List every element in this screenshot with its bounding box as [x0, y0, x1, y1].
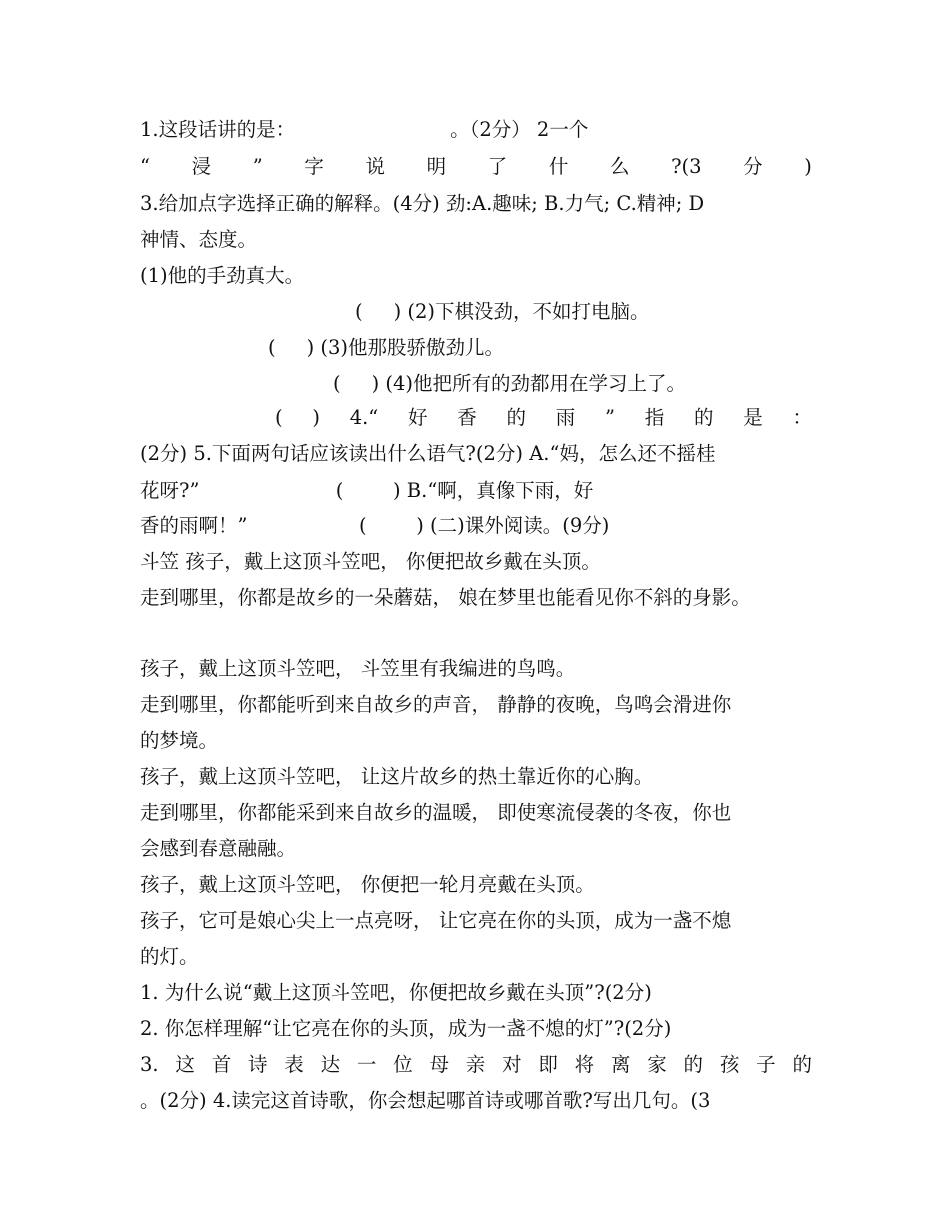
- poem-line: 会感到春意融融。: [140, 837, 297, 860]
- question-5-option-a: 花呀?” ( ) B.“啊，真像下雨，好: [140, 479, 594, 502]
- text-token: 离: [610, 1053, 631, 1076]
- text-token: 指: [644, 406, 665, 429]
- text-token: 香: [457, 406, 477, 429]
- poem-line: 孩子，戴上这顶斗笠吧， 你便把一轮月亮戴在头顶。: [140, 873, 595, 896]
- poem-line: 走到哪里，你都能采到来自故乡的温暖， 即使寒流侵袭的冬夜，你也: [140, 801, 732, 824]
- text-token: 即: [538, 1053, 558, 1076]
- item-2-sentence: ( ) (2)下棋没劲，不如打电脑。: [355, 300, 650, 323]
- question-1-line: 1.这段话讲的是： 。（2分） 2一个: [140, 118, 589, 141]
- reading-question-4: 。(2分) 4.读完这首诗歌，你会想起哪首诗或哪首歌?写出几句。(3: [140, 1089, 711, 1112]
- text-token: 明: [426, 155, 447, 178]
- poem-title-line: 斗笠 孩子，戴上这顶斗笠吧， 你便把故乡戴在头顶。: [140, 550, 601, 573]
- text-token: “: [140, 155, 150, 178]
- text-token: 3.: [140, 1053, 159, 1076]
- text-token: 诗: [247, 1053, 268, 1076]
- poem-line: 走到哪里，你都能听到来自故乡的声音， 静静的夜晚，鸟鸣会滑进你: [140, 693, 732, 716]
- text-token: 好: [408, 406, 428, 429]
- text-token: 对: [502, 1053, 522, 1076]
- question-4-line: [275, 406, 812, 430]
- poem-line: 孩子，它可是娘心尖上一点亮呀， 让它亮在你的头顶，成为一盏不熄: [140, 909, 732, 932]
- poem-line: 的梦境。: [140, 729, 219, 752]
- text-token: 什: [548, 155, 569, 178]
- question-3-line: 3.给加点字选择正确的解释。(4分) 劲:A.趣味; B.力气; C.精神; D: [140, 192, 705, 215]
- question-2-line: [140, 155, 812, 179]
- item-4-sentence: ( ) (4)他把所有的劲都用在学习上了。: [333, 372, 687, 395]
- text-token: ”: [252, 155, 263, 178]
- text-token: ：: [792, 406, 812, 429]
- poem-line: 的灯。: [140, 945, 199, 968]
- text-token: 达: [320, 1053, 341, 1076]
- question-3-options-cont: 神情、态度。: [140, 228, 258, 251]
- text-token: 的: [506, 406, 527, 429]
- text-token: 的: [683, 1053, 704, 1076]
- text-token: 4.“: [349, 406, 379, 429]
- poem-line: 孩子，戴上这顶斗笠吧， 斗笠里有我编进的鸟鸣。: [140, 657, 576, 680]
- text-token: 这: [175, 1053, 195, 1076]
- text-token: ?(3: [671, 155, 702, 178]
- question-5-option-b: 香的雨啊！” ( ) (二)课外阅读。(9分): [140, 514, 610, 537]
- text-token: 浸: [191, 155, 212, 178]
- text-token: 亲: [465, 1053, 486, 1076]
- reading-question-3: [140, 1053, 812, 1077]
- text-token: ”: [605, 406, 615, 429]
- text-token: 将: [574, 1053, 595, 1076]
- text-token: 雨: [555, 406, 576, 429]
- poem-line: 走到哪里，你都是故乡的一朵蘑菇， 娘在梦里也能看见你不斜的身影。: [140, 586, 751, 609]
- reading-question-1: 1. 为什么说“戴上这顶斗笠吧，你便把故乡戴在头顶”?(2分): [140, 981, 652, 1004]
- reading-question-2: 2. 你怎样理解“让它亮在你的头顶，成为一盏不熄的灯”?(2分): [140, 1017, 672, 1040]
- text-token: 么: [609, 155, 630, 178]
- text-token: ): [804, 155, 812, 178]
- poem-line: 孩子，戴上这顶斗笠吧， 让这片故乡的热土靠近你的心胸。: [140, 765, 654, 788]
- text-token: 一: [356, 1053, 377, 1076]
- text-token: 位: [393, 1053, 413, 1076]
- item-1-sentence: (1)他的手劲真大。: [140, 264, 305, 287]
- text-token: 说: [365, 155, 385, 178]
- text-token: 的: [792, 1053, 812, 1076]
- text-token: 了: [487, 155, 508, 178]
- text-token: 孩: [719, 1053, 740, 1076]
- item-3-sentence: ( ) (3)他那股骄傲劲儿。: [268, 336, 505, 359]
- text-token: (: [275, 406, 283, 429]
- text-token: 家: [647, 1053, 667, 1076]
- text-token: 母: [429, 1053, 449, 1076]
- text-token: ): [312, 406, 320, 429]
- text-token: 子: [756, 1053, 776, 1076]
- text-token: 字: [304, 155, 324, 178]
- question-5-line: (2分) 5.下面两句话应该读出什么语气?(2分) A.“妈，怎么还不摇桂: [140, 442, 716, 465]
- text-token: 首: [211, 1053, 232, 1076]
- text-token: 分: [743, 155, 763, 178]
- text-token: 表: [284, 1053, 304, 1076]
- text-token: 是: [743, 406, 763, 429]
- text-token: 的: [693, 406, 714, 429]
